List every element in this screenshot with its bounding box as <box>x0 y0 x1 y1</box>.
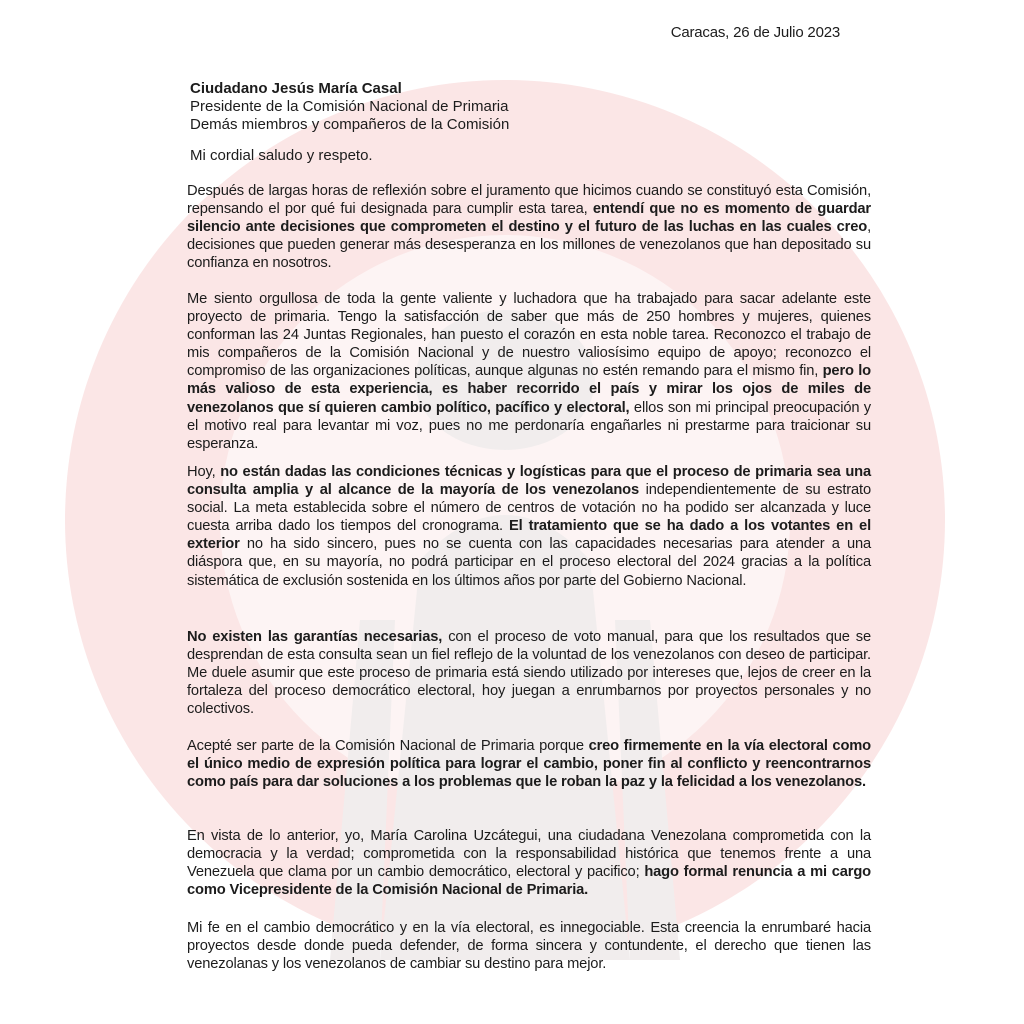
emphasized-text: no están dadas las condiciones técnicas y logísticas para que el proceso de primaria sea una consulta amplia y al alcance de la mayoría de los venezolanos <box>187 464 871 499</box>
body-text: Me siento orgullosa de toda la gente valiente y luchadora que ha trabajado para sacar adelante este proyecto de primaria. Tengo la satisfacción de saber que más de 250 hombres y mujeres, quienes conforman las 24 Juntas Regionales, han puesto el corazón en esta noble tarea. Reconozco el trabajo de mis compañeros de la Comisión Nacional y de nuestro valiosísimo equipo de apoyo; reconozco el compromiso de las organizaciones políticas, aunque algunas no estén remando para el mismo fin, <box>187 291 871 380</box>
paragraph-resignation <box>187 827 871 899</box>
paragraph-gratitude <box>187 290 871 453</box>
paragraph-reflection <box>187 182 871 272</box>
letter-date: Caracas, 26 de Julio 2023 <box>670 24 840 41</box>
paragraph-guarantees <box>187 628 871 718</box>
body-text: Después de largas horas de reflexión sobre el juramento que hicimos cuando se constituyó esta Comisión, repensando el por qué fui designada para cumplir esta tarea, <box>187 183 871 218</box>
body-text: ellos son mi principal preocupación y el motivo real para levantar mi voz, pues no me perdonaría engañarles ni prestarme para traicionar su esperanza. <box>187 399 871 452</box>
body-text: no ha sido sincero, pues no se cuenta con las capacidades necesarias para atender a una diáspora que, en su mayoría, no podrá participar en el proceso electoral del 2024 gracias a la política sistemática de exclusión sostenida en los últimos años por parte del Gobierno Nacional. <box>187 536 871 589</box>
paragraph-closing <box>187 919 871 973</box>
body-text: con el proceso de voto manual, para que los resultados que se desprendan de esta consulta sean un fiel reflejo de la voluntad de los venezolanos con deseo de participar. Me duele asumir que este proceso de primaria está siendo utilizado por intereses que, lejos de creer en la fortaleza del proceso democrático electoral, hoy juegan a enrumbarnos por proyectos personales y no colectivos. <box>187 629 872 718</box>
body-text: Acepté ser parte de la Comisión Nacional de Primaria porque <box>187 738 589 754</box>
body-text: Mi fe en el cambio democrático y en la vía electoral, es innegociable. Esta creencia la enrumbaré hacia proyectos desde donde pueda defender, de forma sincera y contundente, el derecho que tienen las venezolanas y los venezolanos de cambiar su destino para mejor. <box>187 920 871 973</box>
paragraph-belief <box>187 737 871 791</box>
body-text: En vista de lo anterior, yo, María Carolina Uzcátegui, una ciudadana Venezolana comprometida con la democracia y la verdad; comprometida con la responsabilidad histórica que tenemos frente a una Venezuela que clama por un cambio democrático, electoral y pacifico; <box>187 828 871 881</box>
emphasized-text: El tratamiento que se ha dado a los votantes en el exterior <box>187 518 871 553</box>
emphasized-text: pero lo más valioso de esta experiencia, es haber recorrido el país y mirar los ojos de miles de venezolanos que sí quieren cambio político, pacífico y electoral, <box>187 363 871 416</box>
emphasized-text: No existen las garantías necesarias, <box>187 629 443 645</box>
body-text: , decisiones que pueden generar más desesperanza en los millones de venezolanos que han depositado su confianza en nosotros. <box>187 219 871 272</box>
emphasized-text: hago formal renuncia a mi cargo como Vicepresidente de la Comisión Nacional de Primaria. <box>187 864 871 899</box>
body-text: Hoy, <box>187 464 221 480</box>
emphasized-text: entendí que no es momento de guardar silencio ante decisiones que comprometen el destino y el futuro de las luchas en las cuales creo <box>187 201 871 236</box>
addressee-others: Demás miembros y compañeros de la Comisión <box>190 116 510 133</box>
addressee-title: Presidente de la Comisión Nacional de Primaria <box>190 98 509 115</box>
addressee-name: Ciudadano Jesús María Casal <box>190 80 402 97</box>
addressee-block <box>190 80 509 134</box>
body-text: independientemente de su estrato social. La meta establecida sobre el número de centros de votación no ha podido ser alcanzada y luce cuesta arriba dado los tiempos del cronograma. <box>187 482 871 535</box>
paragraph-conditions <box>187 463 871 590</box>
emphasized-text: creo firmemente en la vía electoral como el único medio de expresión política para lograr el cambio, poner fin al conflicto y reencontrarnos como país para dar soluciones a los problemas que le roban la paz y la felicidad a los venezolanos. <box>187 738 871 791</box>
greeting: Mi cordial saludo y respeto. <box>190 147 373 164</box>
